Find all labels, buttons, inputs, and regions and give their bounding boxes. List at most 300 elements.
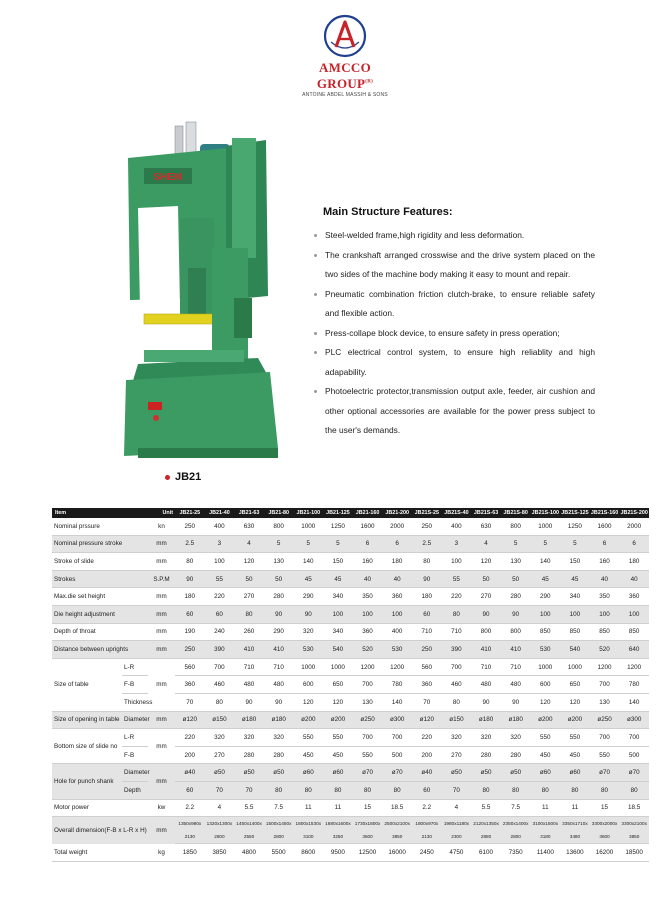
row-label: Size of table: [52, 658, 122, 711]
row-value: 2500x2100x: [382, 817, 412, 831]
row-value: ø40: [412, 764, 442, 782]
row-value: 520: [590, 641, 620, 659]
row-value: ø250: [353, 711, 383, 729]
row-value: 530: [294, 641, 324, 659]
row-value: 700: [590, 729, 620, 747]
row-value: ø50: [442, 764, 472, 782]
row-value: 5.5: [471, 799, 501, 817]
row-value: 3: [442, 535, 472, 553]
row-value: 850: [590, 623, 620, 641]
row-value: 160: [353, 553, 383, 571]
row-value: 140: [531, 553, 561, 571]
row-value: 2.2: [175, 799, 205, 817]
row-value: 1250: [323, 518, 353, 535]
row-value: ø180: [234, 711, 264, 729]
row-label: Bottom size of slide no: [52, 729, 122, 764]
row-value: 11400: [531, 844, 561, 862]
row-value: 3100: [294, 830, 324, 844]
row-value: 550: [590, 746, 620, 764]
row-value: 3300x2000x: [590, 817, 620, 831]
row-value: 320: [501, 729, 531, 747]
row-label: Die height adjustment: [52, 605, 148, 623]
row-sublabel: F-B: [122, 746, 148, 764]
row-value: 1980x1180x: [442, 817, 472, 831]
row-value: 50: [264, 570, 294, 588]
row-value: 90: [234, 693, 264, 711]
row-value: 2800: [264, 830, 294, 844]
row-value: 70: [412, 693, 442, 711]
row-value: 800: [264, 518, 294, 535]
row-value: ø60: [560, 764, 590, 782]
row-value: 650: [323, 676, 353, 694]
header-model: JB21S-40: [442, 508, 472, 518]
row-value: 3850: [382, 830, 412, 844]
machine-badge: SHEM: [153, 172, 183, 183]
press-machine-image: [108, 118, 308, 468]
row-unit: mm: [148, 817, 175, 844]
row-value: 280: [234, 746, 264, 764]
row-value: 6: [382, 535, 412, 553]
row-value: 5: [294, 535, 324, 553]
row-value: 16200: [590, 844, 620, 862]
row-value: ø60: [323, 764, 353, 782]
row-value: 250: [412, 641, 442, 659]
row-value: 60: [175, 781, 205, 799]
row-value: 320: [264, 729, 294, 747]
row-sublabel: L-R: [122, 729, 148, 747]
row-value: 80: [175, 553, 205, 571]
row-value: 250: [175, 518, 205, 535]
row-value: 500: [619, 746, 649, 764]
row-unit: mm: [148, 553, 175, 571]
row-value: 90: [412, 570, 442, 588]
row-value: 130: [264, 553, 294, 571]
row-value: 3600: [353, 830, 383, 844]
row-value: 850: [531, 623, 561, 641]
header-model: JB21S-80: [501, 508, 531, 518]
row-value: 410: [471, 641, 501, 659]
row-value: 1000: [323, 658, 353, 676]
row-value: 12500: [353, 844, 383, 862]
row-value: 1000: [531, 658, 561, 676]
row-value: 850: [619, 623, 649, 641]
row-value: 16000: [382, 844, 412, 862]
row-value: 3480: [560, 830, 590, 844]
row-value: 190: [175, 623, 205, 641]
row-value: 100: [353, 605, 383, 623]
company-logo: [290, 14, 400, 98]
row-label: Nominal prssure: [52, 518, 148, 535]
row-value: 220: [175, 729, 205, 747]
row-value: 240: [205, 623, 235, 641]
row-value: ø180: [471, 711, 501, 729]
row-value: ø60: [531, 764, 561, 782]
row-value: 450: [294, 746, 324, 764]
row-value: 270: [205, 746, 235, 764]
row-value: 120: [234, 553, 264, 571]
row-value: 100: [442, 553, 472, 571]
row-value: ø50: [234, 764, 264, 782]
row-value: 710: [471, 658, 501, 676]
row-value: 120: [560, 693, 590, 711]
row-unit: mm: [148, 535, 175, 553]
row-value: 2.5: [412, 535, 442, 553]
row-value: ø70: [353, 764, 383, 782]
row-value: 3300x2100x: [619, 817, 649, 831]
header-model: JB21S-125: [561, 510, 589, 516]
row-value: 140: [619, 693, 649, 711]
header-unit: Unit: [148, 508, 175, 518]
row-value: 45: [323, 570, 353, 588]
row-value: 270: [442, 746, 472, 764]
row-value: 290: [531, 588, 561, 606]
row-value: 130: [501, 553, 531, 571]
row-value: 4: [234, 535, 264, 553]
row-value: 50: [471, 570, 501, 588]
row-value: 280: [501, 588, 531, 606]
row-value: 70: [442, 781, 472, 799]
row-value: 120: [294, 693, 324, 711]
row-value: 540: [560, 641, 590, 659]
table-row: [52, 711, 649, 729]
table-row: [52, 518, 649, 535]
row-unit: mm: [148, 623, 175, 641]
row-value: 80: [412, 553, 442, 571]
row-value: 2.2: [412, 799, 442, 817]
row-value: 80: [294, 781, 324, 799]
row-value: 5500: [264, 844, 294, 862]
row-value: 1320x1300x: [205, 817, 235, 831]
row-value: 60: [205, 605, 235, 623]
row-value: ø70: [590, 764, 620, 782]
table-row: [52, 570, 649, 588]
row-value: 800: [501, 518, 531, 535]
row-value: ø70: [382, 764, 412, 782]
row-value: 550: [353, 746, 383, 764]
row-value: 220: [442, 588, 472, 606]
row-value: 80: [442, 693, 472, 711]
row-value: 710: [234, 658, 264, 676]
row-value: 530: [382, 641, 412, 659]
table-row: [52, 817, 649, 831]
row-value: 5: [501, 535, 531, 553]
row-value: 710: [264, 658, 294, 676]
row-value: ø40: [175, 764, 205, 782]
row-value: 390: [205, 641, 235, 659]
header-model: JB21-25: [175, 508, 205, 518]
row-value: 55: [442, 570, 472, 588]
row-value: 70: [234, 781, 264, 799]
row-value: 1600: [353, 518, 383, 535]
row-value: 700: [353, 676, 383, 694]
row-value: 200: [175, 746, 205, 764]
row-value: 90: [471, 605, 501, 623]
row-label: Overall dimension(F-B x L-R x H): [52, 817, 148, 844]
row-value: 360: [353, 623, 383, 641]
row-value: 3600: [590, 830, 620, 844]
row-value: 9500: [323, 844, 353, 862]
row-value: 320: [234, 729, 264, 747]
row-value: 2120x1350x: [471, 817, 501, 831]
row-value: 1000: [294, 658, 324, 676]
table-row: [52, 693, 649, 711]
row-value: 700: [619, 729, 649, 747]
row-value: ø200: [294, 711, 324, 729]
header-model: JB21-80: [264, 508, 294, 518]
row-value: 18.5: [382, 799, 412, 817]
row-value: ø300: [619, 711, 649, 729]
row-value: 1730x1800x: [353, 817, 383, 831]
table-row: [52, 729, 649, 747]
row-value: ø150: [205, 711, 235, 729]
row-value: 70: [175, 693, 205, 711]
row-value: 40: [619, 570, 649, 588]
row-value: 40: [382, 570, 412, 588]
bullet-dot-icon: [165, 475, 170, 480]
row-value: 2000: [619, 518, 649, 535]
row-value: 700: [442, 658, 472, 676]
row-value: 1800x1530x: [294, 817, 324, 831]
row-value: 100: [619, 605, 649, 623]
row-value: 850: [560, 623, 590, 641]
row-unit: mm: [148, 729, 175, 764]
row-value: 90: [471, 693, 501, 711]
row-value: 90: [501, 693, 531, 711]
row-value: 7350: [501, 844, 531, 862]
table-row: [52, 553, 649, 571]
row-value: 90: [294, 605, 324, 623]
row-value: 1600: [590, 518, 620, 535]
row-value: 780: [382, 676, 412, 694]
row-value: 2880: [471, 830, 501, 844]
row-value: 18500: [619, 844, 649, 862]
row-value: ø60: [294, 764, 324, 782]
row-value: 5: [264, 535, 294, 553]
row-label: Size of opening in table: [52, 711, 122, 729]
row-value: 200: [412, 746, 442, 764]
row-value: 410: [264, 641, 294, 659]
row-value: 130: [590, 693, 620, 711]
bullet-icon: [314, 351, 317, 354]
row-value: 4800: [234, 844, 264, 862]
row-unit: kg: [148, 844, 175, 862]
row-value: 100: [560, 605, 590, 623]
row-value: 800: [501, 623, 531, 641]
row-value: 280: [264, 588, 294, 606]
header-item: Item: [52, 508, 148, 518]
row-value: 550: [323, 729, 353, 747]
row-value: 11: [323, 799, 353, 817]
row-value: 1850: [175, 844, 205, 862]
row-value: 1200: [619, 658, 649, 676]
row-value: 540: [323, 641, 353, 659]
row-value: 140: [382, 693, 412, 711]
row-value: 550: [531, 729, 561, 747]
row-value: 13600: [560, 844, 590, 862]
row-sublabel: Depth: [122, 781, 148, 799]
row-value: 290: [264, 623, 294, 641]
row-value: 560: [175, 658, 205, 676]
specification-table: [52, 508, 649, 862]
row-value: 250: [412, 518, 442, 535]
row-unit: S.P.M: [148, 570, 175, 588]
row-sublabel: Diameter: [122, 764, 148, 782]
row-value: 390: [442, 641, 472, 659]
bullet-icon: [314, 332, 317, 335]
row-value: 400: [382, 623, 412, 641]
row-value: 50: [501, 570, 531, 588]
row-value: 280: [471, 746, 501, 764]
row-value: 3850: [619, 830, 649, 844]
row-sublabel: F-B: [122, 676, 148, 694]
row-value: 3250: [323, 830, 353, 844]
row-value: 3100x1500x: [531, 817, 561, 831]
row-value: ø50: [205, 764, 235, 782]
bullet-icon: [314, 234, 317, 237]
brand-name: AMCCO $GROUP^{(R)}$: [316, 60, 374, 91]
table-row: [52, 623, 649, 641]
row-value: 280: [501, 746, 531, 764]
row-value: 410: [501, 641, 531, 659]
row-value: 700: [205, 658, 235, 676]
row-value: 150: [323, 553, 353, 571]
row-value: 100: [323, 605, 353, 623]
row-value: 270: [234, 588, 264, 606]
row-value: 80: [323, 781, 353, 799]
row-value: 5: [531, 535, 561, 553]
row-value: 90: [264, 693, 294, 711]
row-value: ø180: [264, 711, 294, 729]
row-value: 700: [353, 729, 383, 747]
row-value: ø120: [175, 711, 205, 729]
row-value: 150: [560, 553, 590, 571]
row-label: Total weight: [52, 844, 148, 862]
table-row: [52, 764, 649, 782]
features-section: [313, 206, 595, 441]
row-value: 11: [531, 799, 561, 817]
row-value: 100: [205, 553, 235, 571]
table-row: [52, 676, 649, 694]
table-row: [52, 746, 649, 764]
row-value: 450: [323, 746, 353, 764]
row-value: 2300: [442, 830, 472, 844]
machine-caption: JB21: [165, 471, 201, 483]
header-model: JB21-40: [205, 508, 235, 518]
row-value: 550: [560, 729, 590, 747]
row-unit: kw: [148, 799, 175, 817]
row-value: ø50: [501, 764, 531, 782]
row-value: 80: [382, 781, 412, 799]
row-value: 5.5: [234, 799, 264, 817]
row-value: 1450x1400x: [234, 817, 264, 831]
row-value: 2350x1400x: [501, 817, 531, 831]
header-model: JB21-200: [382, 508, 412, 518]
row-value: 340: [323, 623, 353, 641]
header-model: JB21-160: [353, 508, 383, 518]
row-value: 630: [234, 518, 264, 535]
row-unit: mm: [148, 764, 175, 799]
features-title: Main Structure Features:: [323, 206, 453, 218]
row-value: 40: [353, 570, 383, 588]
row-value: 350: [353, 588, 383, 606]
row-value: 3180: [531, 830, 561, 844]
row-value: 260: [234, 623, 264, 641]
row-value: 50: [234, 570, 264, 588]
row-value: 2.5: [175, 535, 205, 553]
row-value: 6: [353, 535, 383, 553]
row-value: 40: [590, 570, 620, 588]
row-value: 6: [619, 535, 649, 553]
row-value: 480: [234, 676, 264, 694]
row-value: 460: [442, 676, 472, 694]
row-value: ø150: [442, 711, 472, 729]
row-value: 55: [205, 570, 235, 588]
brand-subtitle: ANTOINE ABDEL MASSIH & SONS: [302, 92, 388, 98]
row-value: 710: [501, 658, 531, 676]
row-value: 560: [412, 658, 442, 676]
row-label: Distance between uprights: [52, 641, 148, 659]
row-value: 3350x1710x: [560, 817, 590, 831]
header-model: JB21S-100: [531, 510, 559, 516]
bullet-icon: [314, 254, 317, 257]
row-value: 120: [471, 553, 501, 571]
features-list: [313, 226, 595, 441]
row-value: 650: [560, 676, 590, 694]
row-value: ø180: [501, 711, 531, 729]
row-value: 220: [205, 588, 235, 606]
row-label: Nominal pressure stroke: [52, 535, 148, 553]
row-value: 320: [471, 729, 501, 747]
feature-item: Pneumatic combination friction clutch-brake, to ensure reliable safety and flexible action.: [313, 285, 595, 324]
row-value: 11: [560, 799, 590, 817]
row-value: 15: [590, 799, 620, 817]
table-row: [52, 588, 649, 606]
row-value: 8600: [294, 844, 324, 862]
row-value: 550: [294, 729, 324, 747]
row-value: 290: [294, 588, 324, 606]
row-value: 6100: [471, 844, 501, 862]
row-value: 4: [205, 799, 235, 817]
row-value: 250: [175, 641, 205, 659]
row-value: 320: [442, 729, 472, 747]
header-model: JB21S-200: [620, 510, 648, 516]
row-value: 6: [590, 535, 620, 553]
row-value: ø70: [619, 764, 649, 782]
row-value: 280: [264, 746, 294, 764]
row-value: 1200: [353, 658, 383, 676]
row-value: 70: [205, 781, 235, 799]
row-value: 4: [471, 535, 501, 553]
row-value: 15: [353, 799, 383, 817]
row-value: 710: [442, 623, 472, 641]
row-value: 3: [205, 535, 235, 553]
row-value: 400: [205, 518, 235, 535]
feature-item: PLC electrical control system, to ensure high reliablity and high adapability.: [313, 343, 595, 382]
row-value: 320: [294, 623, 324, 641]
row-value: 11: [294, 799, 324, 817]
table-row: [52, 658, 649, 676]
table-row: [52, 605, 649, 623]
row-value: 520: [353, 641, 383, 659]
row-value: 90: [264, 605, 294, 623]
row-value: 2800: [501, 830, 531, 844]
row-value: 5: [323, 535, 353, 553]
row-value: 120: [323, 693, 353, 711]
row-value: 710: [412, 623, 442, 641]
row-value: 1250: [560, 518, 590, 535]
row-value: 700: [590, 676, 620, 694]
row-value: 80: [471, 781, 501, 799]
